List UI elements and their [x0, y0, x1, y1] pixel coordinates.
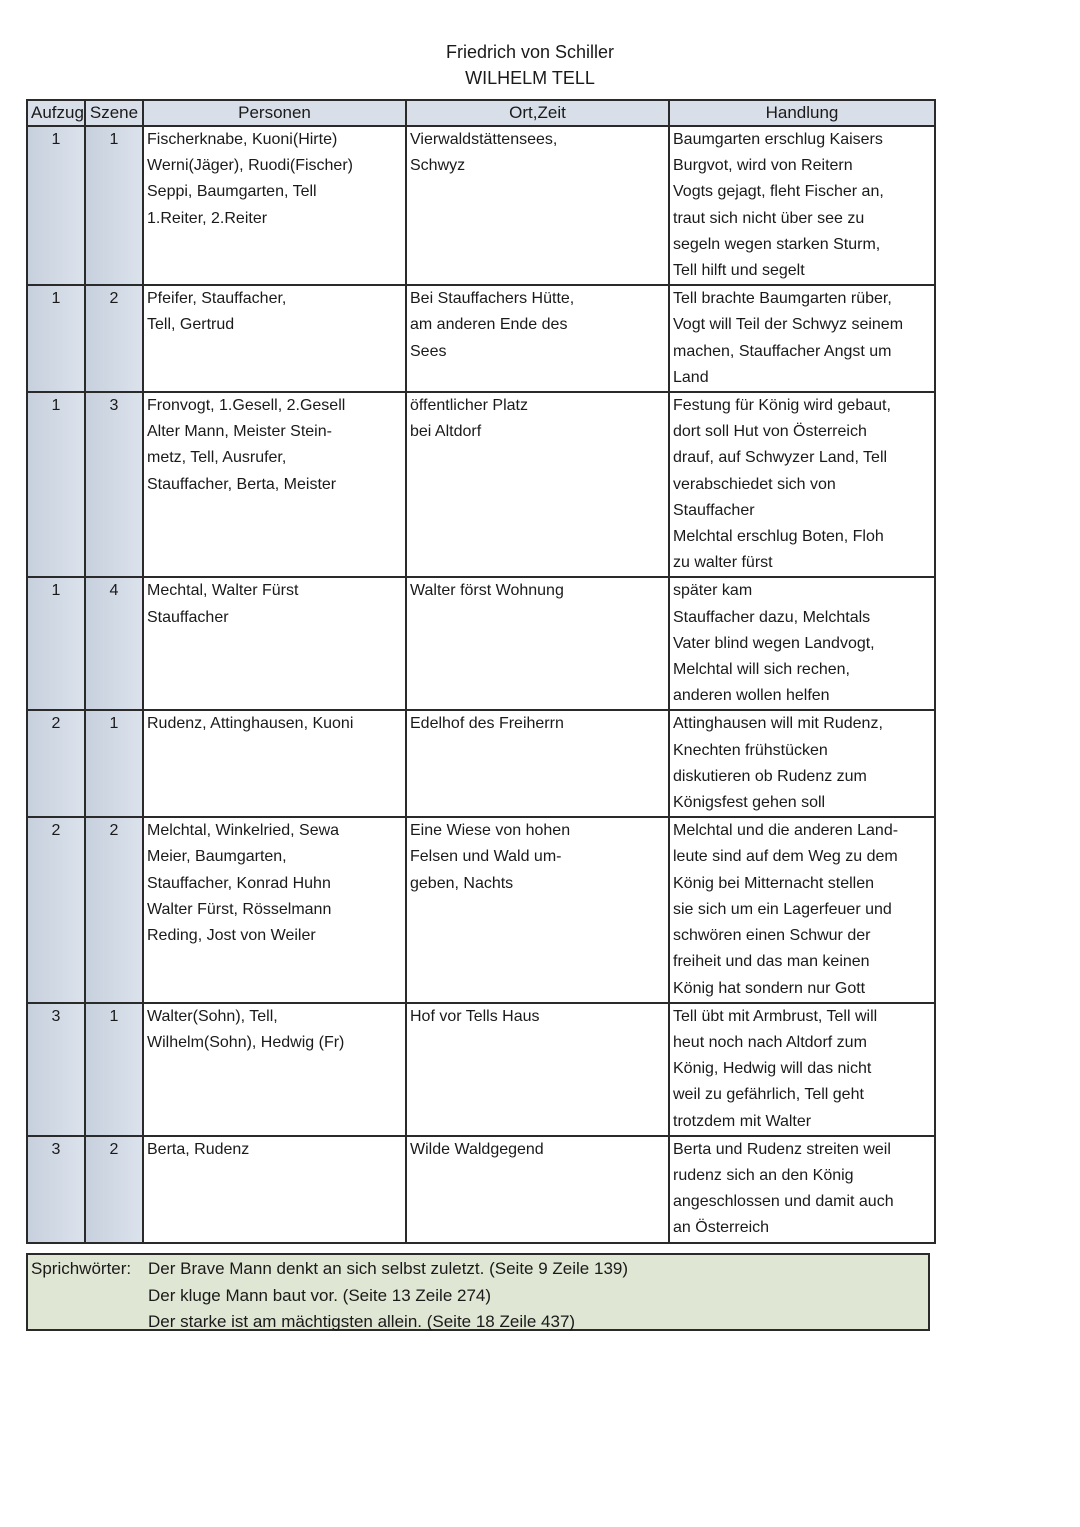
proverb-line: Der kluge Mann baut vor. (Seite 13 Zeile 274): [148, 1285, 492, 1305]
table-header-row: [27, 100, 935, 126]
cell-aufzug: 1: [27, 577, 85, 710]
cell-personen: Mechtal, Walter Fürst Stauffacher: [143, 577, 406, 710]
cell-handlung: Melchtal und die anderen Land- leute sind auf dem Weg zu dem König bei Mitternacht stellen sie sich um ein Lagerfeuer und schwören einen Schwur der freiheit und das man keinen König hat sondern nur Gott: [669, 817, 935, 1002]
cell-aufzug: 1: [27, 392, 85, 577]
table-row: [27, 126, 935, 285]
cell-personen: Fischerknabe, Kuoni(Hirte) Werni(Jäger), Ruodi(Fischer) Seppi, Baumgarten, Tell 1.Reiter, 2.Reiter: [143, 126, 406, 285]
cell-szene: 1: [85, 126, 143, 285]
header-aufzug: Aufzug: [27, 100, 85, 126]
cell-handlung: Baumgarten erschlug Kaisers Burgvot, wird von Reitern Vogts gejagt, fleht Fischer an, traut sich nicht über see zu segeln wegen starken Sturm, Tell hilft und segelt: [669, 126, 935, 285]
cell-szene: 2: [85, 285, 143, 392]
proverb-line: Der Brave Mann denkt an sich selbst zuletzt. (Seite 9 Zeile 139): [148, 1259, 629, 1278]
cell-aufzug: 3: [27, 1136, 85, 1243]
cell-personen: Fronvogt, 1.Gesell, 2.Gesell Alter Mann, Meister Stein- metz, Tell, Ausrufer, Stauffacher, Berta, Meister: [143, 392, 406, 577]
table-row: [27, 817, 935, 1002]
cell-ort-zeit: Bei Stauffachers Hütte, am anderen Ende des Sees: [406, 285, 669, 392]
cell-personen: Rudenz, Attinghausen, Kuoni: [143, 710, 406, 817]
header-ort-zeit: Ort,Zeit: [406, 100, 669, 126]
cell-ort-zeit: öffentlicher Platz bei Altdorf: [406, 392, 669, 577]
header-szene: Szene: [85, 100, 143, 126]
cell-handlung: später kam Stauffacher dazu, Melchtals Vater blind wegen Landvogt, Melchtal will sich rechen, anderen wollen helfen: [669, 577, 935, 710]
header-handlung: Handlung: [669, 100, 935, 126]
cell-ort-zeit: Vierwaldstättensees, Schwyz: [406, 126, 669, 285]
cell-handlung: Berta und Rudenz streiten weil rudenz sich an den König angeschlossen und damit auch an Österreich: [669, 1136, 935, 1243]
cell-handlung: Attinghausen will mit Rudenz, Knechten frühstücken diskutieren ob Rudenz zum Königsfest gehen soll: [669, 710, 935, 817]
proverbs-list: [148, 1256, 628, 1336]
scene-table: [26, 99, 936, 1244]
table-row: [27, 1136, 935, 1243]
table-row: [27, 710, 935, 817]
cell-szene: 3: [85, 392, 143, 577]
cell-personen: Walter(Sohn), Tell, Wilhelm(Sohn), Hedwig (Fr): [143, 1003, 406, 1136]
cell-handlung: Festung für König wird gebaut, dort soll Hut von Österreich drauf, auf Schwyzer Land, Tell verabschiedet sich von Stauffacher Melchtal erschlug Boten, Floh zu walter fürst: [669, 392, 935, 577]
table-row: [27, 285, 935, 392]
cell-ort-zeit: Hof vor Tells Haus: [406, 1003, 669, 1136]
cell-szene: 4: [85, 577, 143, 710]
header-personen: Personen: [143, 100, 406, 126]
cell-aufzug: 1: [27, 285, 85, 392]
cell-aufzug: 2: [27, 817, 85, 1002]
table-row: [27, 392, 935, 577]
cell-szene: 1: [85, 710, 143, 817]
cell-ort-zeit: Wilde Waldgegend: [406, 1136, 669, 1243]
cell-aufzug: 1: [27, 126, 85, 285]
table-row: [27, 1003, 935, 1136]
document-title: WILHELM TELL: [465, 68, 595, 88]
cell-personen: Pfeifer, Stauffacher, Tell, Gertrud: [143, 285, 406, 392]
cell-ort-zeit: Edelhof des Freiherrn: [406, 710, 669, 817]
cell-aufzug: 2: [27, 710, 85, 817]
proverbs-label: Sprichwörter:: [31, 1259, 132, 1278]
cell-personen: Berta, Rudenz: [143, 1136, 406, 1243]
cell-szene: 2: [85, 817, 143, 1002]
cell-ort-zeit: Eine Wiese von hohen Felsen und Wald um- geben, Nachts: [406, 817, 669, 1002]
proverb-line: Der starke ist am mächtigsten allein. (Seite 18 Zeile 437): [148, 1312, 576, 1331]
proverbs-box: [26, 1253, 930, 1331]
document-author: Friedrich von Schiller: [445, 42, 615, 62]
cell-ort-zeit: Walter först Wohnung: [406, 577, 669, 710]
cell-personen: Melchtal, Winkelried, Sewa Meier, Baumgarten, Stauffacher, Konrad Huhn Walter Fürst, Rösselmann Reding, Jost von Weiler: [143, 817, 406, 1002]
table-row: [27, 577, 935, 710]
cell-aufzug: 3: [27, 1003, 85, 1136]
cell-handlung: Tell brachte Baumgarten rüber, Vogt will Teil der Schwyz seinem machen, Stauffacher Angst um Land: [669, 285, 935, 392]
cell-szene: 1: [85, 1003, 143, 1136]
cell-handlung: Tell übt mit Armbrust, Tell will heut noch nach Altdorf zum König, Hedwig will das nicht weil zu gefährlich, Tell geht trotzdem mit Walter: [669, 1003, 935, 1136]
cell-szene: 2: [85, 1136, 143, 1243]
